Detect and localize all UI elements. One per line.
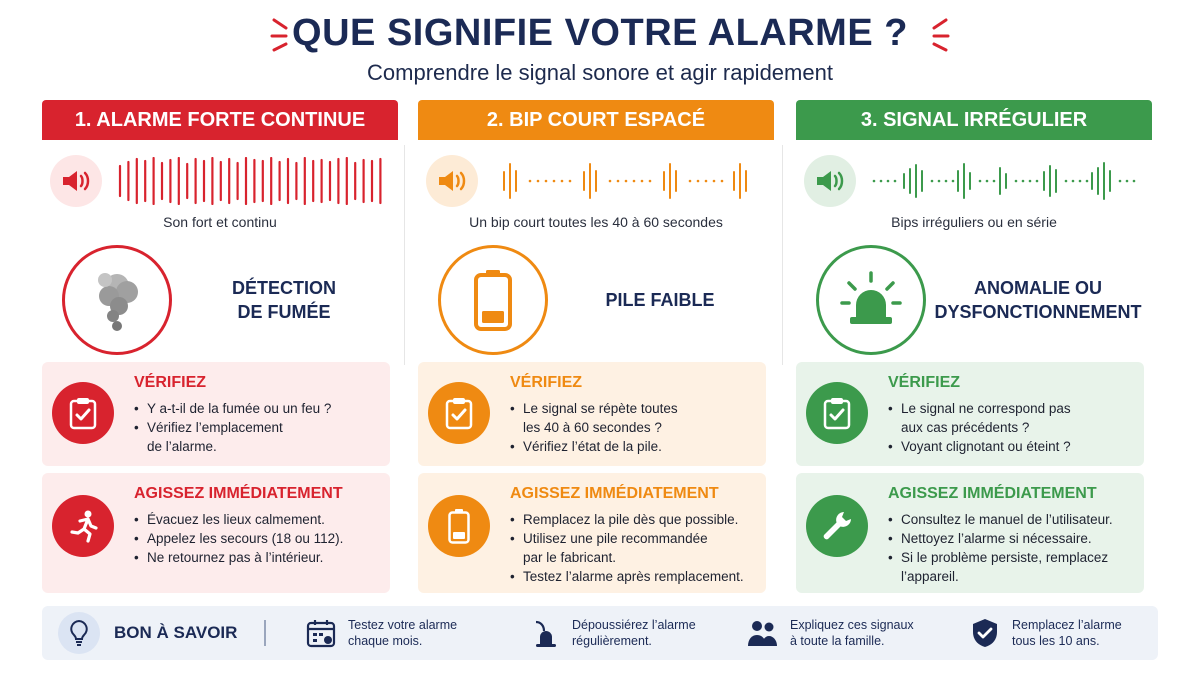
list-item: • Voyant clignotant ou éteint ?	[888, 437, 1138, 456]
wave-dot	[609, 180, 612, 183]
verify-title: VÉRIFIEZ	[134, 374, 207, 391]
battery-icon	[428, 495, 490, 557]
list-item: • Le signal ne correspond pas aux cas précédents ?	[888, 399, 1138, 437]
signal-caption: Bips irréguliers ou en série	[891, 214, 1057, 230]
wave-dot	[713, 180, 716, 183]
wave-dot	[553, 180, 556, 183]
detection-label: PILE FAIBLE	[605, 289, 715, 310]
lightbulb-icon	[58, 612, 100, 654]
wave-dot	[721, 180, 724, 183]
divider	[264, 620, 266, 646]
wave-dot	[873, 180, 876, 183]
act-list	[888, 510, 1138, 586]
wave-dot	[537, 180, 540, 183]
column-heading: 2. BIP COURT ESPACÉ	[418, 100, 774, 140]
divider	[782, 145, 783, 365]
tip-text: Testez votre alarme chaque mois.	[348, 618, 458, 648]
list-item: • Y a-t-il de la fumée ou un feu ?	[134, 399, 384, 418]
column-low-battery	[418, 100, 774, 595]
wave-dot	[697, 180, 700, 183]
list-item: • Testez l’alarme après remplacement.	[510, 567, 760, 586]
wave-dot	[649, 180, 652, 183]
wave-dot	[641, 180, 644, 183]
continuous-waveform	[116, 157, 388, 205]
detection-block	[438, 245, 768, 355]
wrench-icon	[806, 495, 868, 557]
spaced-beep-waveform	[492, 157, 764, 205]
list-item: • Le signal se répète toutes les 40 à 60 secondes ?	[510, 399, 760, 437]
clipboard-check-icon	[52, 382, 114, 444]
verify-box	[418, 362, 766, 466]
wave-dot	[625, 180, 628, 183]
column-heading: 3. SIGNAL IRRÉGULIER	[796, 100, 1152, 140]
signal-row	[804, 155, 1144, 207]
act-list	[510, 510, 760, 586]
irregular-waveform	[870, 157, 1142, 205]
wave-dot	[979, 180, 982, 183]
speaker-icon	[50, 155, 102, 207]
verify-title: VÉRIFIEZ	[888, 374, 961, 391]
alert-burst-icon	[912, 14, 952, 54]
column-continuous-alarm	[42, 100, 398, 595]
tip-test-monthly	[304, 606, 457, 660]
wave-dot	[545, 180, 548, 183]
battery-low-icon	[438, 245, 548, 355]
wave-dot	[938, 180, 941, 183]
wave-dot	[1133, 180, 1136, 183]
list-item: • Utilisez une pile recommandée par le fabricant.	[510, 529, 760, 567]
calendar-icon	[304, 616, 338, 650]
wave-dot	[1072, 180, 1075, 183]
wave-dot	[569, 180, 572, 183]
clipboard-check-icon	[428, 382, 490, 444]
wave-dot	[617, 180, 620, 183]
column-irregular-signal	[796, 100, 1152, 595]
wave-dot	[952, 180, 955, 183]
detection-block	[62, 245, 392, 355]
wave-dot	[894, 180, 897, 183]
wave-dot	[993, 180, 996, 183]
list-item: • Vérifiez l’état de la pile.	[510, 437, 760, 456]
smoke-icon	[62, 245, 172, 355]
wave-dot	[986, 180, 989, 183]
signal-row	[426, 155, 766, 207]
detection-label: DÉTECTION DE FUMÉE	[231, 277, 336, 322]
list-item: • Évacuez les lieux calmement.	[134, 510, 384, 529]
speaker-icon	[804, 155, 856, 207]
wave-dot	[1015, 180, 1018, 183]
speaker-icon	[426, 155, 478, 207]
act-title: AGISSEZ IMMÉDIATEMENT	[134, 485, 343, 502]
act-title: AGISSEZ IMMÉDIATEMENT	[510, 485, 719, 502]
wave-dot	[529, 180, 532, 183]
list-item: • Vérifiez l’emplacement de l’alarme.	[134, 418, 384, 456]
tip-replace-10-years	[968, 606, 1122, 660]
tip-text: Dépoussiérez l’alarme régulièrement.	[572, 618, 696, 648]
signal-caption: Son fort et continu	[163, 214, 277, 230]
list-item: • Si le problème persiste, remplacez l’appareil.	[888, 548, 1138, 586]
tip-text: Remplacez l’alarme tous les 10 ans.	[1012, 618, 1122, 648]
act-title: AGISSEZ IMMÉDIATEMENT	[888, 485, 1097, 502]
wave-dot	[1119, 180, 1122, 183]
signal-caption: Un bip court toutes les 40 à 60 secondes	[469, 214, 723, 230]
good-to-know-label: BON À SAVOIR	[114, 623, 238, 642]
tip-dust	[528, 606, 696, 660]
wave-dot	[1065, 180, 1068, 183]
wave-dot	[945, 180, 948, 183]
wave-dot	[1079, 180, 1082, 183]
family-icon	[746, 616, 780, 650]
wave-dot	[880, 180, 883, 183]
column-heading: 1. ALARME FORTE CONTINUE	[42, 100, 398, 140]
clipboard-check-icon	[806, 382, 868, 444]
wave-dot	[1029, 180, 1032, 183]
tip-explain-family	[746, 606, 914, 660]
wave-dot	[931, 180, 934, 183]
act-box	[42, 473, 390, 593]
wave-dot	[1086, 180, 1089, 183]
verify-list	[888, 399, 1138, 456]
siren-light-icon	[816, 245, 926, 355]
verify-list	[134, 399, 384, 456]
wave-dot	[689, 180, 692, 183]
wave-dot	[1126, 180, 1129, 183]
list-item: • Nettoyez l’alarme si nécessaire.	[888, 529, 1138, 548]
wave-dot	[633, 180, 636, 183]
header	[0, 0, 1200, 95]
wave-dot	[1022, 180, 1025, 183]
tip-text: Expliquez ces signaux à toute la famille.	[790, 618, 914, 648]
detection-label: ANOMALIE OU DYSFONCTIONNEMENT	[934, 277, 1142, 322]
act-box	[796, 473, 1144, 593]
page-title: QUE SIGNIFIE VOTRE ALARME ?	[292, 12, 908, 54]
good-to-know-bar	[42, 606, 1158, 660]
verify-box	[42, 362, 390, 466]
verify-box	[796, 362, 1144, 466]
list-item: • Appelez les secours (18 ou 112).	[134, 529, 384, 548]
divider	[404, 145, 405, 365]
list-item: • Ne retournez pas à l’intérieur.	[134, 548, 384, 567]
vacuum-icon	[528, 616, 562, 650]
verify-title: VÉRIFIEZ	[510, 374, 583, 391]
list-item: • Remplacez la pile dès que possible.	[510, 510, 760, 529]
list-item: • Consultez le manuel de l’utilisateur.	[888, 510, 1138, 529]
detection-block	[816, 245, 1146, 355]
shield-check-icon	[968, 616, 1002, 650]
page-subtitle: Comprendre le signal sonore et agir rapidement	[367, 60, 833, 85]
act-box	[418, 473, 766, 593]
signal-row	[50, 155, 390, 207]
wave-dot	[705, 180, 708, 183]
running-person-icon	[52, 495, 114, 557]
verify-list	[510, 399, 760, 456]
act-list	[134, 510, 384, 567]
wave-dot	[887, 180, 890, 183]
wave-dot	[1036, 180, 1039, 183]
wave-dot	[561, 180, 564, 183]
